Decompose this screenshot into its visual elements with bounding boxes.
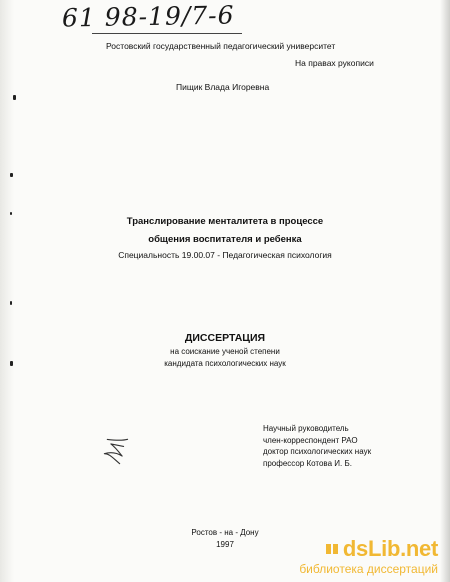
- dissertation-heading: ДИССЕРТАЦИЯ: [184, 332, 266, 344]
- scan-speck: [10, 173, 13, 177]
- dslib-watermark: [238, 537, 438, 576]
- author-name: Пищик Влада Игоревна: [176, 82, 270, 92]
- institution-name: Ростовский государственный педагогический университет: [106, 41, 336, 51]
- thesis-title-line-1: Транслирование менталитета в процессе: [126, 216, 324, 227]
- scan-speck: [10, 301, 12, 305]
- scan-speck: [10, 212, 12, 215]
- page-left-shadow: [0, 0, 14, 582]
- watermark-logo: dsLib.net: [342, 536, 438, 561]
- page-right-shadow: [440, 0, 450, 582]
- watermark-caption: библиотека диссертаций: [299, 562, 438, 576]
- city-line: Ростов - на - Дону: [191, 528, 259, 537]
- book-icon: [325, 542, 339, 556]
- degree-line-1: на соискание ученой степени: [170, 347, 280, 356]
- advisor-line: профессор Котова И. Б.: [263, 458, 352, 468]
- thesis-title-line-2: общения воспитателя и ребенка: [148, 234, 302, 245]
- handwritten-signature: [95, 429, 137, 470]
- archive-code: 61 98-19/7-6: [61, 0, 235, 33]
- advisor-line: член-корреспондент РАО: [263, 435, 358, 445]
- scan-speck: [13, 95, 16, 100]
- specialty-line: Специальность 19.00.07 - Педагогическая психология: [118, 250, 332, 260]
- advisor-line: Научный руководитель: [263, 424, 349, 433]
- year-line: 1997: [216, 540, 234, 549]
- archive-code-underline: [92, 33, 242, 34]
- advisor-block: [263, 423, 371, 469]
- advisor-line: доктор психологических наук: [263, 447, 372, 456]
- manuscript-note: На правах рукописи: [295, 58, 374, 68]
- degree-line-2: кандидата психологических наук: [164, 359, 286, 368]
